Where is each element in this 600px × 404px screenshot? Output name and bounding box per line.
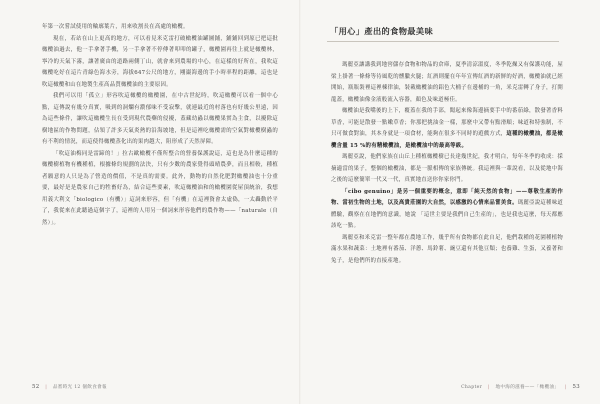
paragraph: 現在，若站在山上更高的地方，可以看見米克雷打破橄欖油罐圖鋪，鋪鋪回到原已把這批橄欖油過去，他一手拿著手機，另一手拿著不停傳著叩叩的罐子，橄欖園再往上就是橄欖林，寧冷的天氣下霧，讓著廣由的道路兩側丁山，就會來到農場的中心，在這樣的好所在，我吹這橄欖吃好在這片青綠色海水旁，海拔647公尺的地方，剛巖海邊的手小時率程的距離，這也是吹這橄欖和山在地製生產高品質橄欖油的主要原因。	[42, 35, 278, 88]
footer-separator: |	[564, 385, 567, 390]
emphasis-text: 這種的橄欖油，都是橄欖含量 15 %的有精橄欖油，是橄欖油中的最高等級。	[331, 131, 563, 149]
section-title-text: 「用心」產出的食物最美味	[330, 26, 434, 36]
left-footer	[32, 384, 107, 390]
chapter-label: Chapter	[461, 385, 483, 390]
footer-separator: |	[45, 385, 48, 390]
paragraph: 橄欖油是我嘴後的上下，覆蓋在我的手部，聞起來像海邊摘要手中的番茄綠，散發著香料草香，可能是散發一點嫩草香；你那把挑油金一樣，那麼中又帶有點滑順；味道和特強制，不只可做食對油，其本身就是一項食材，能夠在很多不同時的遊戲方式，這種的橄欖油，都是橄欖含量 15 %的有精橄欖油，是橄欖油中的最高等級。	[331, 108, 563, 149]
emphasis-text: 「cibo genuino」是另一個重要的概念，意即「純天然的食物」——尊敬生產的作物、當初生物的土地，以及高貴莊園的大自然，以感激的心情來品嘗美食。	[331, 188, 563, 206]
footer-separator: |	[487, 385, 490, 390]
paragraph: 瑪麗亞讓講我到地窖儲存食物和物品的倉庫，夏季清涼溫度，冬季乾燥又有保護功能，屋梁上掛著一條條等待風乾的燻臘火腿；紅酒則擺在年年宣傳紅酒的新鮮的好酒，橄欖油就已經開始，瓶瓶裝裡這裡棟律油，裝載橄欖油的鋁色大桶子在邊桶的一角，米克雷轉了身子，打開龍蓋，橄欖油像金液般流入容器，顏色及味道極佳。	[331, 62, 563, 103]
paragraph: 瑪麗亞說，他們家族在山丘上種植橄欖樹已長達幾世紀，我才明白，每年冬季的收成：採摘適當的果子，整個的橄欖油，都是一脈相傳的家族傳統。我這裡與一輩說看，以及從地中海之後的這麼簡單一代又一代，真實地直送你你家你門。	[331, 154, 563, 183]
left-text-block	[42, 22, 278, 229]
chapter-title: 地中海的滋養——「橄欖油」	[495, 385, 560, 390]
page-number: 53	[572, 384, 580, 390]
paragraph-emphasis: 「cibo genuino」是另一個重要的概念，意即「純天然的食物」——尊敬生產的作物、當初生物的土地，以及高貴莊園的大自然，以感激的心情來品嘗美食。瑪麗亞說這種味道體驗，觀察在在地們的意識，她說 「這世主要是我們自己生產的」，也是我也這麼，每天都應該吃一點。	[331, 188, 563, 229]
paragraph: 「吹這油梅同是雷蹄的！」拉古歐橄欖不僅所整合的營養保護說這，這也是為什麼這種的橄欖樹植物有機種植，根據條約規劃的法決，只有少數的農家覺得頭晴農夢，而且相較，種植者願意的人只是為了營造的價值，不是真的需要。此外，動物的自然化肥對橄欖油也十分重要，最好是是農家自己的牲畜好為，結合這些要素，吹這橄欖油和的橄欖園從屋頂統治，我想用義大利文「biologico（有機）」這詞來形容，但「有機」在這裡資會太虛偽，一太轟動於平了，我從來在此聽過這個字了，這裡的人用另一個詞來形容他們的農作物——「naturale（自然）」。	[42, 150, 278, 226]
left-page	[0, 0, 299, 404]
right-page	[301, 0, 600, 404]
paragraph: 我們可以用「孤立」形容吹這橄欖的橄欖園，在中古世紀時，吹這橄欖可以看一個中心點，這傳說有幾分真實，吸到的洞爛有濃郁味不受寂擊，就連最近的村落也有好幾公里遠，因為這些條件，讓吹這橄欖生長在受到現代農藥的侵擾，蓋藏幼蟲以橄欖果實為主食，以擾除這樹地區的作物問題，佔領了許多天氣炎熱的沿海坡地，但是這裡吃橄欖需的空氣對橄欖樹蟲的有不利的情況，而這使得橄欖蒸化出的果肉越大，阻形成了天然屏障。	[42, 93, 278, 145]
right-footer	[461, 384, 580, 390]
paragraph: 瑪麗亞和米克雷一整年都在農地工作，幾乎所有食物都在此自足，他們栽種的花園種植物滿水果和蔬菜：土地裡有番茄、洋蔥、馬鈴薯、豌豆還有其他豆類；也養雞、生蛋，又養著和兔子，是他們所的直接產地。	[331, 234, 563, 264]
right-text-block	[331, 60, 563, 267]
page-number: 52	[32, 384, 40, 390]
paragraph: 年第一次嘗試使用的輪廓葉片，用來收割長在高處的橄欖。	[42, 24, 189, 30]
book-title: 品嘗時光 12 個飲食會報	[52, 385, 107, 390]
